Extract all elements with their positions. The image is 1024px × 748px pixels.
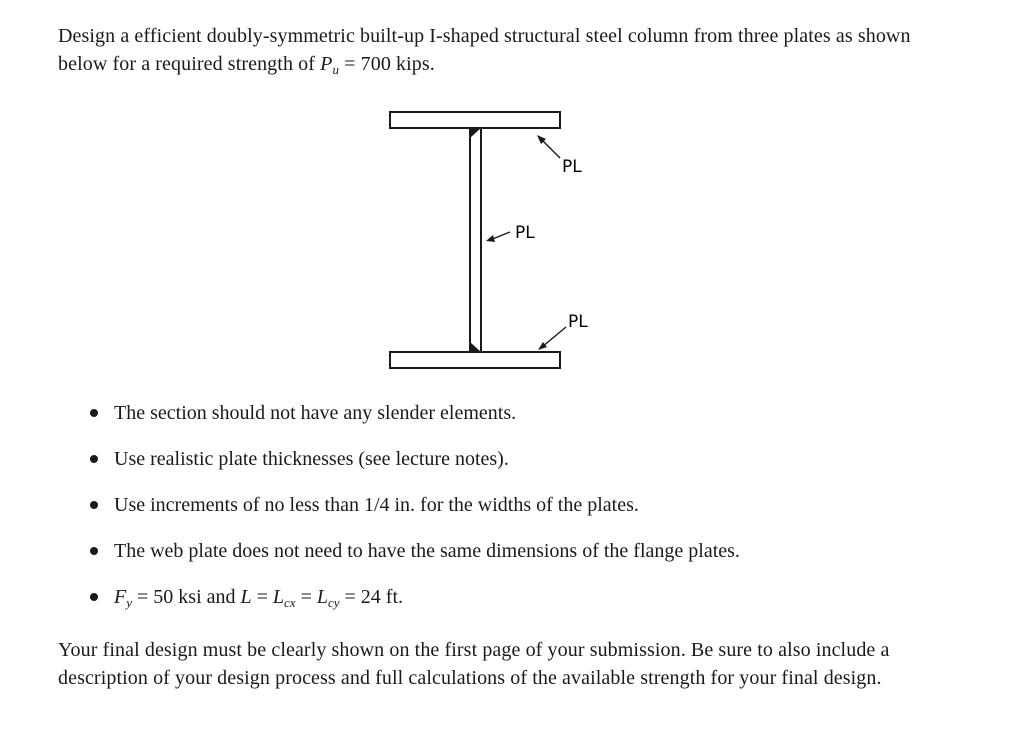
pu-variable: P [320,53,333,75]
requirements-list [88,398,740,628]
bullet-dot [90,409,98,417]
fy-subscript: y [126,595,132,610]
web-arrowhead [486,235,495,242]
bullet-text: The section should not have any slender elements. [114,402,517,424]
bullet-text: Use realistic plate thicknesses (see lecture notes). [114,448,509,470]
list-item [88,582,740,628]
fy-variable: F [114,586,127,608]
bullet-text: The web plate does not need to have the same dimensions of the flange plates. [114,540,740,562]
bullet-dot [90,501,98,509]
lcx-variable: L [272,586,285,608]
flange-bottom-label: PL [568,312,588,332]
pu-value: = 700 kips. [339,53,435,75]
top-flange-plate [390,112,560,128]
lcy-variable: L [316,586,328,608]
equals-2: = [295,586,317,608]
pu-subscript: u [332,62,340,77]
web-label: PL [515,223,535,243]
length-value: = 24 ft. [339,586,404,608]
closing-paragraph: Your final design must be clearly shown on the first page of your submission. Be sure to also include a description of your design process and full calculations of the available strength for your final design. [58,639,890,689]
list-item [88,490,740,536]
list-item [88,444,740,490]
i-section-figure [380,104,620,376]
web-plate [470,128,481,352]
bullet-dot [90,547,98,555]
intro-paragraph [58,22,958,84]
equals-1: = [251,586,273,608]
fy-value: = 50 ksi and [132,586,241,608]
lcy-subscript: cy [327,595,340,610]
bullet-dot [90,455,98,463]
list-item [88,398,740,444]
l-variable: L [240,586,252,608]
flange-top-label: PL [562,157,582,177]
bullet-dot [90,593,98,601]
flange-bottom-leader [542,327,566,347]
list-item [88,536,740,582]
intro-text: Design a efficient doubly-symmetric built-up I-shaped structural steel column from three plates as shown below for a required strength of [58,25,911,75]
bottom-flange-plate [390,352,560,368]
lcx-subscript: cx [284,595,296,610]
bullet-text: Use increments of no less than 1/4 in. for the widths of the plates. [114,494,639,516]
